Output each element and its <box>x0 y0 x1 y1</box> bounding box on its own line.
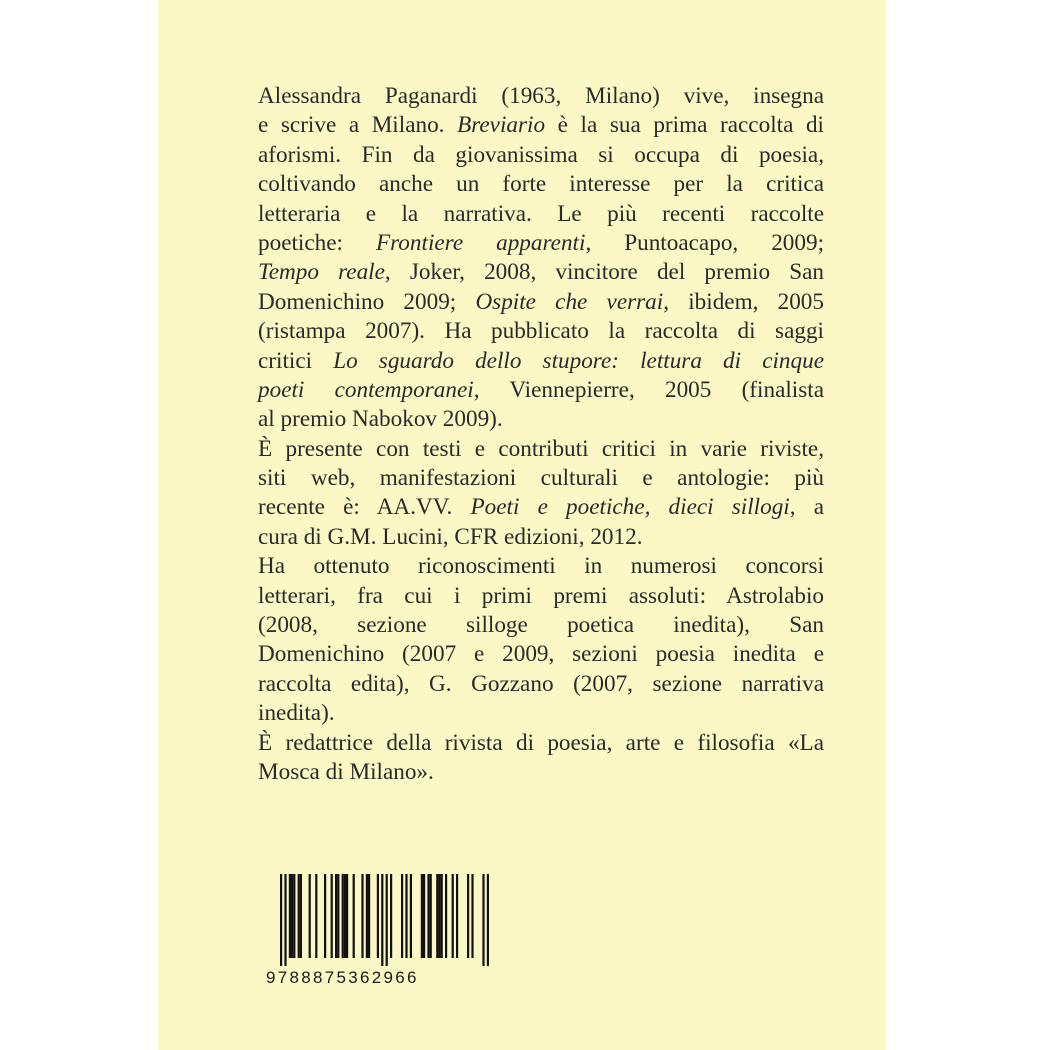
bio-text: critici <box>258 347 334 374</box>
bio-text: letteraria e la narrativa. Le più recenti raccolte <box>258 200 824 227</box>
barcode-bar <box>456 874 458 958</box>
isbn-number: 9788875362966 <box>266 968 419 987</box>
barcode-bar <box>405 874 407 958</box>
barcode-bar <box>430 874 432 958</box>
bio-line <box>258 405 824 434</box>
barcode-bar <box>291 874 293 958</box>
barcode-bar <box>441 874 443 958</box>
bio-line <box>258 288 824 317</box>
bio-text: siti web, manifestazioni culturali e antologie: più <box>258 465 824 492</box>
barcode-bar <box>337 874 339 958</box>
bio-line <box>258 611 824 640</box>
bio-text: (ristampa 2007). Ha pubblicato la raccolta di saggi <box>258 318 824 345</box>
bio-text: È presente con testi e contributi critici in varie riviste, <box>258 435 824 462</box>
bio-text: Domenichino (2007 e 2009, sezioni poesia inedita e <box>258 641 824 668</box>
italic-title: Ospite che verrai <box>475 288 664 315</box>
bio-line <box>258 729 824 758</box>
bio-line <box>258 229 824 258</box>
bio-text: raccolta edita), G. Gozzano (2007, sezione narrativa <box>258 670 824 697</box>
isbn-barcode <box>266 874 502 992</box>
barcode-bar <box>280 874 282 966</box>
bio-text: al premio Nabokov 2009). <box>258 406 503 433</box>
bio-text: poetiche: <box>258 229 376 256</box>
bio-text: letterari, fra cui i primi premi assoluti: Astrolabio <box>258 582 824 609</box>
bio-text: , a <box>789 494 825 521</box>
barcode-bar <box>298 874 300 958</box>
bio-line <box>258 82 824 111</box>
bio-text: inedita). <box>258 700 335 727</box>
barcode-bar <box>366 874 368 958</box>
barcode-bar <box>331 874 333 958</box>
bio-line <box>258 464 824 493</box>
barcode-bar <box>436 874 438 958</box>
barcode-bar <box>335 874 337 958</box>
barcode-bar <box>471 874 473 958</box>
barcode-bar <box>309 874 311 958</box>
bio-line <box>258 523 824 552</box>
bio-line <box>258 376 824 405</box>
bio-text: , ibidem, 2005 <box>663 288 824 315</box>
bio-line <box>258 258 824 287</box>
bio-line <box>258 552 824 581</box>
bio-line <box>258 200 824 229</box>
bio-line <box>258 758 824 787</box>
bio-text: è la sua prima raccolta di <box>545 112 824 139</box>
bio-text: cura di G.M. Lucini, CFR edizioni, 2012. <box>258 523 643 550</box>
bio-text: (2008, sezione silloge poetica inedita), San <box>258 612 824 639</box>
bio-text: , Puntoacapo, 2009; <box>585 229 825 256</box>
barcode-bar <box>315 874 317 958</box>
barcode-bar <box>421 874 423 958</box>
barcode-bar <box>390 874 392 958</box>
barcode-bar <box>438 874 440 958</box>
barcode-bar <box>445 874 447 958</box>
bio-text: Domenichino 2009; <box>258 288 476 315</box>
barcode-bar <box>353 874 355 958</box>
bio-text: recente è: AA.VV. <box>258 494 471 521</box>
barcode-bar <box>344 874 346 958</box>
barcode-bar <box>467 874 469 958</box>
barcode-bar <box>289 874 291 958</box>
barcode-bar <box>482 874 484 966</box>
barcode-bar <box>452 874 454 958</box>
bio-text: Alessandra Paganardi (1963, Milano) vive, insegna <box>258 83 824 109</box>
italic-title: Frontiere apparenti <box>375 229 586 256</box>
italic-title: Tempo reale <box>258 259 385 286</box>
barcode-bar <box>377 874 379 958</box>
barcode-bars <box>266 874 502 966</box>
bio-line <box>258 435 824 464</box>
bio-line <box>258 493 824 522</box>
bio-line <box>258 111 824 140</box>
italic-title: Breviario <box>457 112 546 139</box>
bio-text: , Joker, 2008, vincitore del premio San <box>384 259 825 286</box>
barcode-bar <box>284 874 286 966</box>
bio-text: È redattrice della rivista di poesia, arte e filosofia «La <box>258 729 824 756</box>
barcode-bar <box>346 874 348 958</box>
italic-title: poeti contemporanei <box>258 376 474 403</box>
barcode-bar <box>368 874 370 958</box>
bio-text: , Viennepierre, 2005 (finalista <box>473 376 824 403</box>
barcode-bar <box>410 874 412 958</box>
barcode-bar <box>487 874 489 966</box>
barcode-bar <box>293 874 295 958</box>
barcode-bar <box>427 874 429 958</box>
author-biography <box>258 82 824 787</box>
bio-line <box>258 670 824 699</box>
bio-text: coltivando anche un forte interesse per la critica <box>258 171 824 198</box>
bio-text: aforismi. Fin da giovanissima si occupa di poesia, <box>258 141 824 168</box>
bio-line <box>258 347 824 376</box>
bio-line <box>258 582 824 611</box>
barcode-bar <box>423 874 425 958</box>
bio-line <box>258 699 824 728</box>
bio-line <box>258 141 824 170</box>
barcode-bar <box>361 874 363 958</box>
bio-text: e scrive a Milano. <box>258 112 458 139</box>
italic-title: Poeti e poetiche, dieci sillogi <box>470 494 790 521</box>
barcode-bar <box>386 874 388 966</box>
barcode-bar <box>381 874 383 966</box>
bio-line <box>258 170 824 199</box>
bio-line <box>258 640 824 669</box>
barcode-bar <box>401 874 403 958</box>
barcode-bar <box>342 874 344 958</box>
bio-text: Ha ottenuto riconoscimenti in numerosi concorsi <box>258 553 824 580</box>
barcode-bar <box>324 874 326 958</box>
bio-line <box>258 317 824 346</box>
barcode-bar <box>300 874 302 958</box>
italic-title: Lo sguardo dello stupore: lettura di cinque <box>333 347 825 374</box>
bio-text: Mosca di Milano». <box>258 758 434 785</box>
